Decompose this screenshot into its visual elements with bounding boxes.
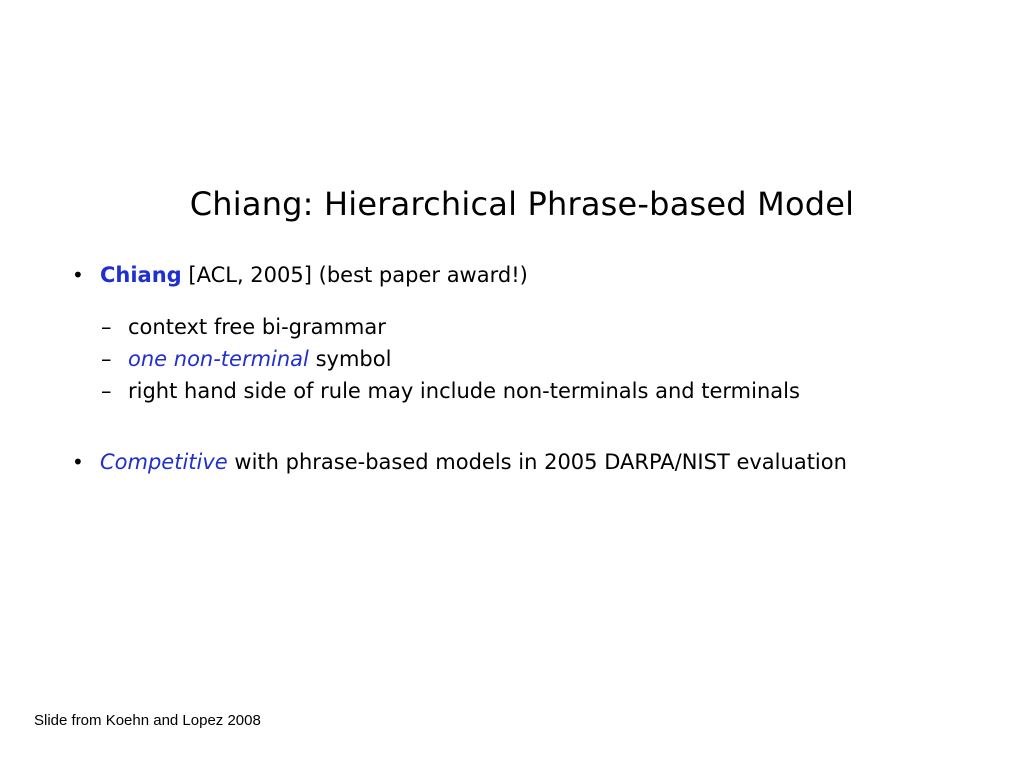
- bullet-marker: •: [72, 450, 84, 474]
- subitem-rhs: [101, 375, 800, 407]
- subitem-text: symbol: [315, 347, 392, 371]
- competitive-emphasis: Competitive: [100, 450, 228, 474]
- subitem-text: right hand side of rule may include non-terminals and terminals: [128, 379, 800, 403]
- slide-title: [0, 182, 1024, 226]
- dash-marker: –: [101, 315, 112, 339]
- bullet-competitive: [72, 447, 847, 477]
- subitem-bigrammar: [101, 311, 386, 343]
- bullet-text: with phrase-based models in 2005 DARPA/NIST evaluation: [234, 450, 847, 474]
- subitem-text: context free bi-grammar: [128, 315, 386, 339]
- dash-marker: –: [101, 379, 112, 403]
- bullet-marker: •: [72, 263, 84, 287]
- dash-marker: –: [101, 347, 112, 371]
- subitem-nonterminal: [101, 343, 391, 375]
- slide-footer: Slide from Koehn and Lopez 2008: [34, 712, 261, 729]
- subitem-emphasis: one non-terminal: [128, 347, 309, 371]
- bullet-chiang: [72, 260, 528, 290]
- author-name: Chiang: [100, 263, 182, 287]
- slide-title-text: Chiang: Hierarchical Phrase-based Model: [189, 185, 855, 223]
- award-note: (best paper award!): [318, 263, 528, 287]
- citation: [ACL, 2005]: [188, 263, 312, 287]
